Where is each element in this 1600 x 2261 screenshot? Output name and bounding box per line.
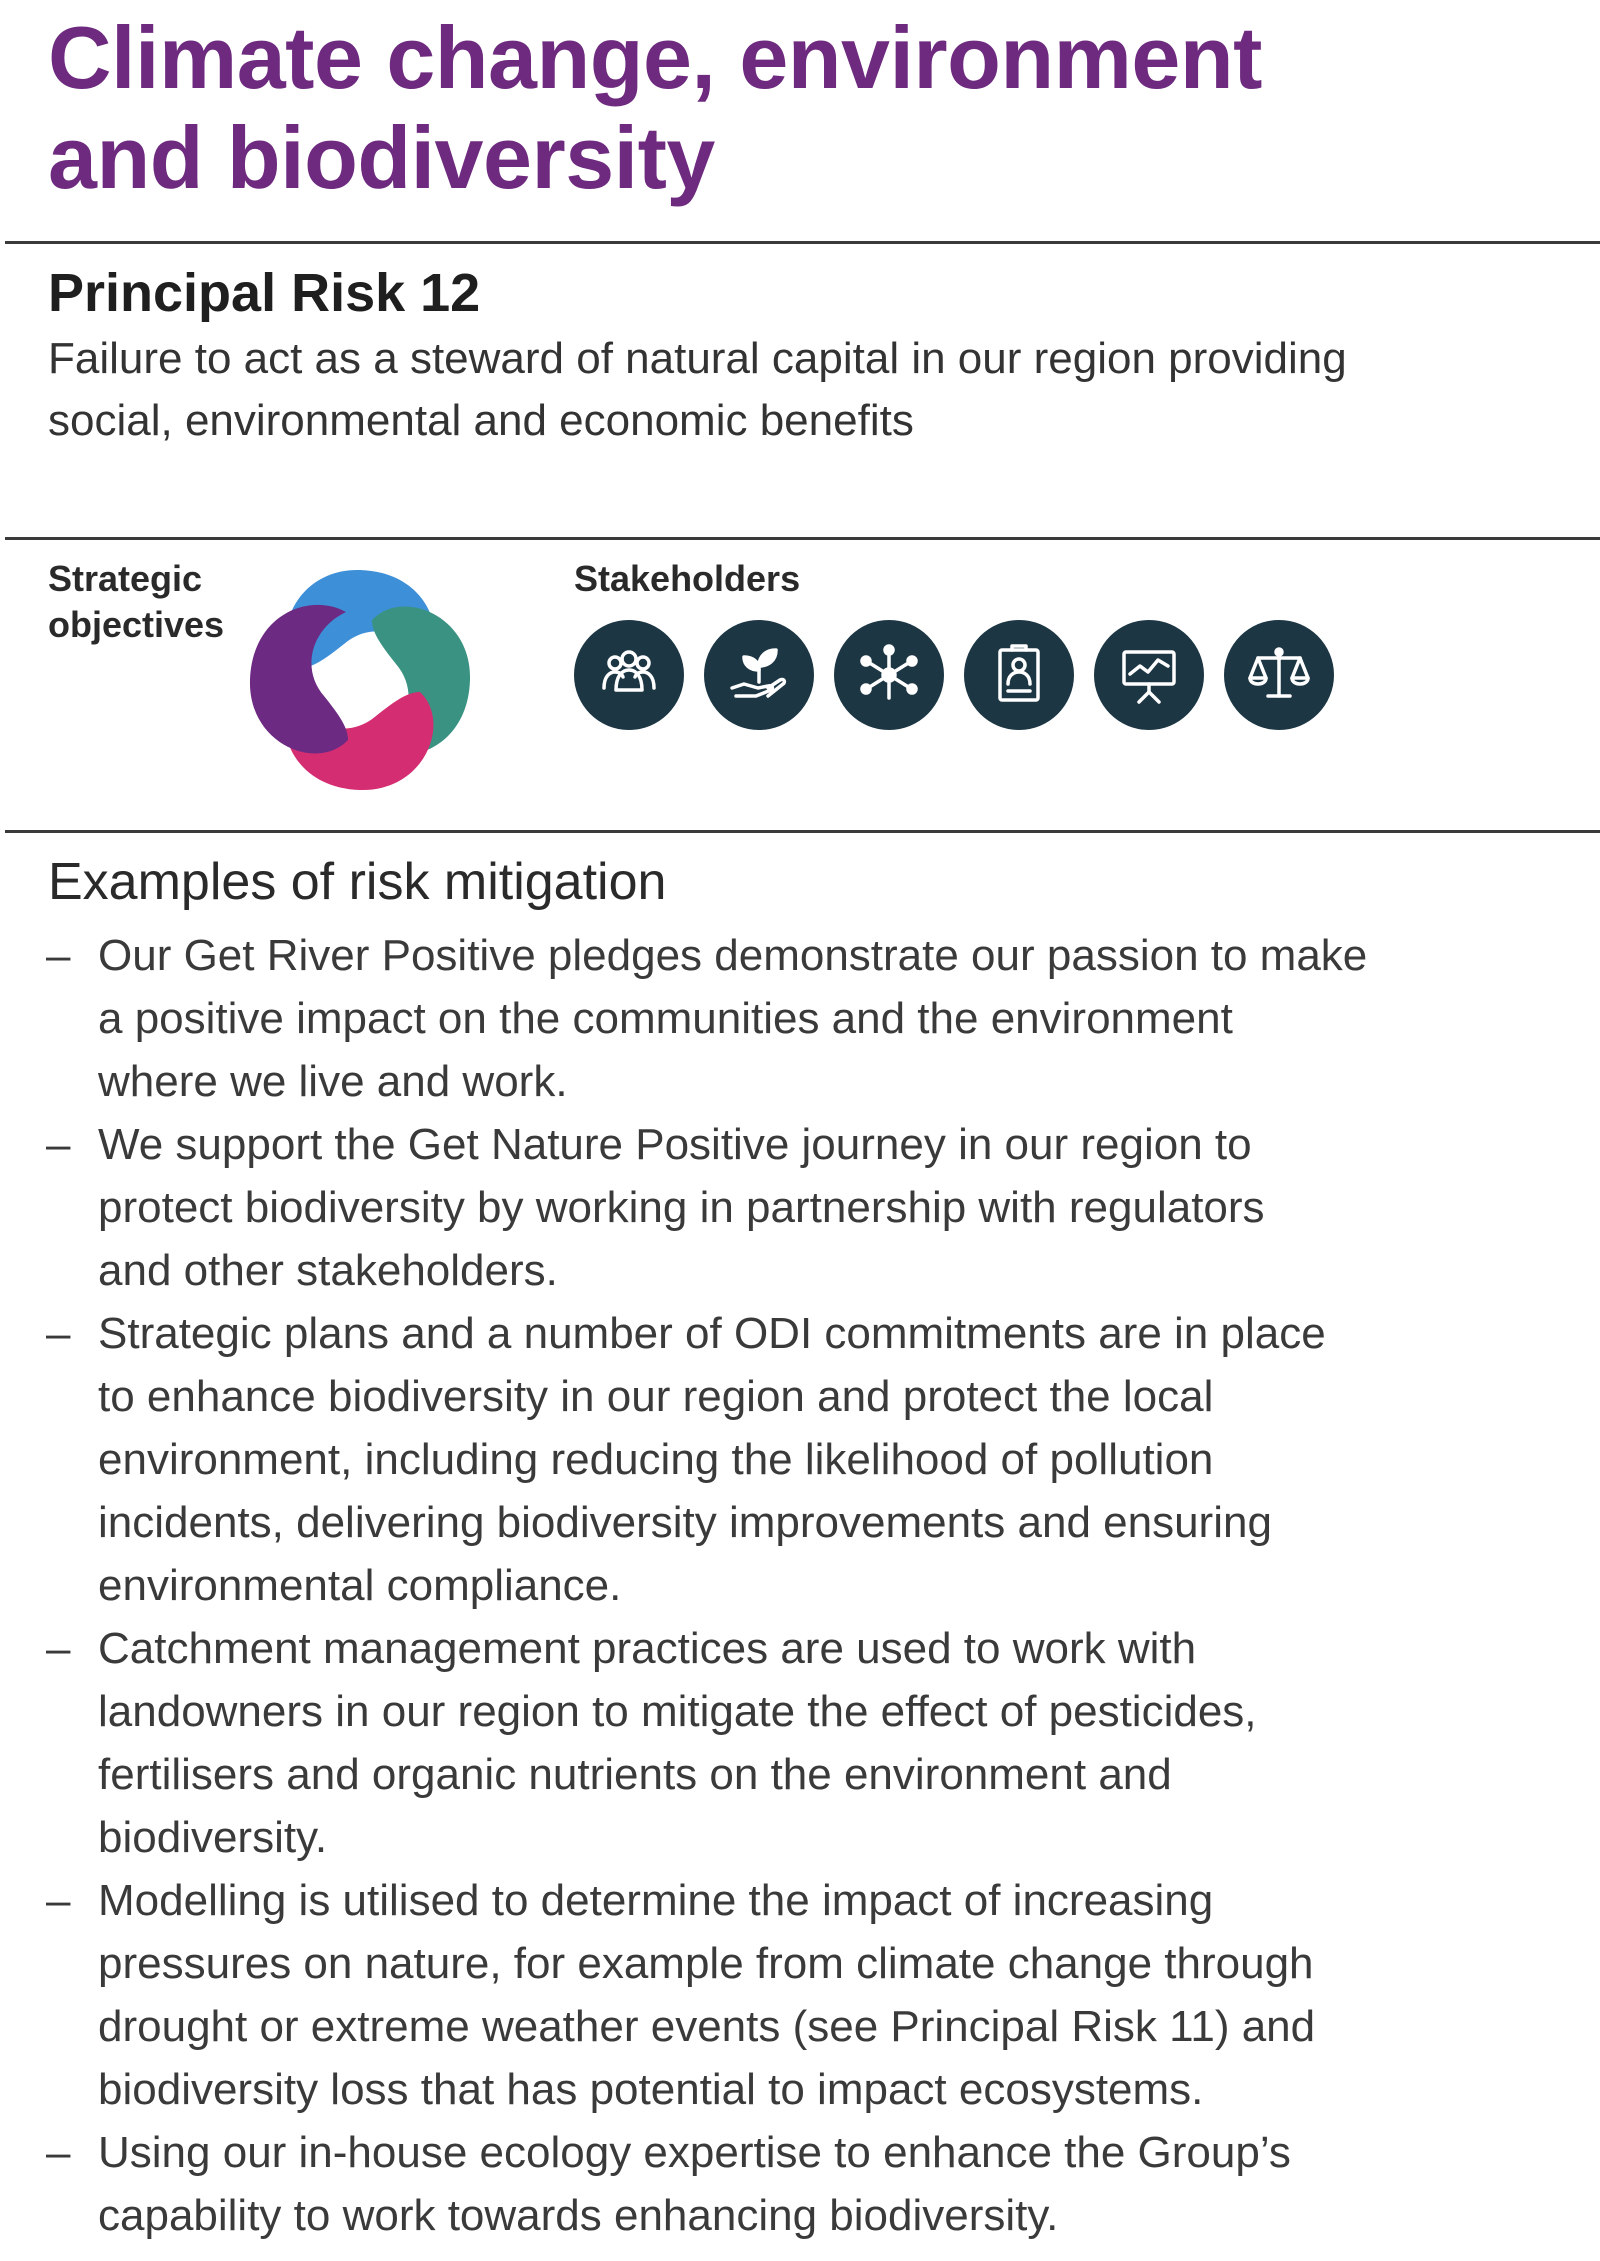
risk-description	[48, 328, 1588, 452]
bullet-dash: –	[46, 1876, 71, 1925]
page-title-line: and biodiversity	[48, 108, 715, 207]
stakeholders-label: Stakeholders	[574, 558, 801, 599]
list-item-line: a positive impact on the communities and the environment	[98, 994, 1233, 1043]
list-item-line: Using our in-house ecology expertise to enhance the Group’s	[98, 2128, 1291, 2177]
divider	[5, 241, 1600, 244]
list-item-line: Our Get River Positive pledges demonstrate our passion to make	[98, 931, 1368, 980]
list-item-line: biodiversity loss that has potential to impact ecosystems.	[98, 2065, 1204, 2114]
list-item	[0, 1302, 1600, 1617]
mitigation-heading: Examples of risk mitigation	[48, 853, 667, 911]
list-item-line: fertilisers and organic nutrients on the environment and	[98, 1750, 1172, 1799]
list-item-line: biodiversity.	[98, 1813, 328, 1862]
strategic-objectives-label	[48, 556, 224, 648]
page-title-line: Climate change, environment	[48, 8, 1262, 107]
list-item-line: Modelling is utilised to determine the impact of increasing	[98, 1876, 1214, 1925]
employees-icon	[964, 620, 1074, 730]
list-item	[0, 1113, 1600, 1302]
list-item-line: capability to work towards enhancing biodiversity.	[98, 2191, 1059, 2240]
list-item-line: and other stakeholders.	[98, 1246, 558, 1295]
regulators-icon	[1224, 620, 1334, 730]
list-item-line: protect biodiversity by working in partnership with regulators	[98, 1183, 1265, 1232]
network-icon	[834, 620, 944, 730]
divider	[5, 537, 1600, 540]
list-item-line: landowners in our region to mitigate the effect of pesticides,	[98, 1687, 1257, 1736]
mitigation-list	[0, 924, 1600, 2247]
list-item	[0, 924, 1600, 1113]
bullet-dash: –	[46, 1120, 71, 1169]
bullet-dash: –	[46, 1309, 71, 1358]
strategic-objectives-icon	[240, 560, 480, 800]
risk-description-line: Failure to act as a steward of natural capital in our region providing	[48, 334, 1347, 383]
bullet-dash: –	[46, 931, 71, 980]
risk-heading: Principal Risk 12	[48, 263, 481, 323]
list-item-line: drought or extreme weather events (see Principal Risk 11) and	[98, 2002, 1316, 2051]
page-title	[48, 8, 1448, 208]
list-item	[0, 1869, 1600, 2121]
risk-description-line: social, environmental and economic benefits	[48, 396, 914, 445]
list-item	[0, 2121, 1600, 2247]
list-item-line: Strategic plans and a number of ODI commitments are in place	[98, 1309, 1326, 1358]
strategic-objectives-label-line: objectives	[48, 604, 225, 645]
strategic-objectives-label-line: Strategic	[48, 558, 203, 599]
list-item-line: incidents, delivering biodiversity improvements and ensuring	[98, 1498, 1272, 1547]
list-item-line: Catchment management practices are used to work with	[98, 1624, 1197, 1673]
list-item-line: environment, including reducing the likelihood of pollution	[98, 1435, 1214, 1484]
stakeholder-icons	[574, 620, 1334, 732]
list-item	[0, 1617, 1600, 1869]
list-item-line: to enhance biodiversity in our region and protect the local	[98, 1372, 1214, 1421]
environment-icon	[704, 620, 814, 730]
bullet-dash: –	[46, 2128, 71, 2177]
bullet-dash: –	[46, 1624, 71, 1673]
investors-icon	[1094, 620, 1204, 730]
list-item-line: where we live and work.	[98, 1057, 568, 1106]
list-item-line: We support the Get Nature Positive journey in our region to	[98, 1120, 1252, 1169]
customers-icon	[574, 620, 684, 730]
list-item-line: pressures on nature, for example from climate change through	[98, 1939, 1314, 1988]
list-item-line: environmental compliance.	[98, 1561, 622, 1610]
divider	[5, 830, 1600, 833]
